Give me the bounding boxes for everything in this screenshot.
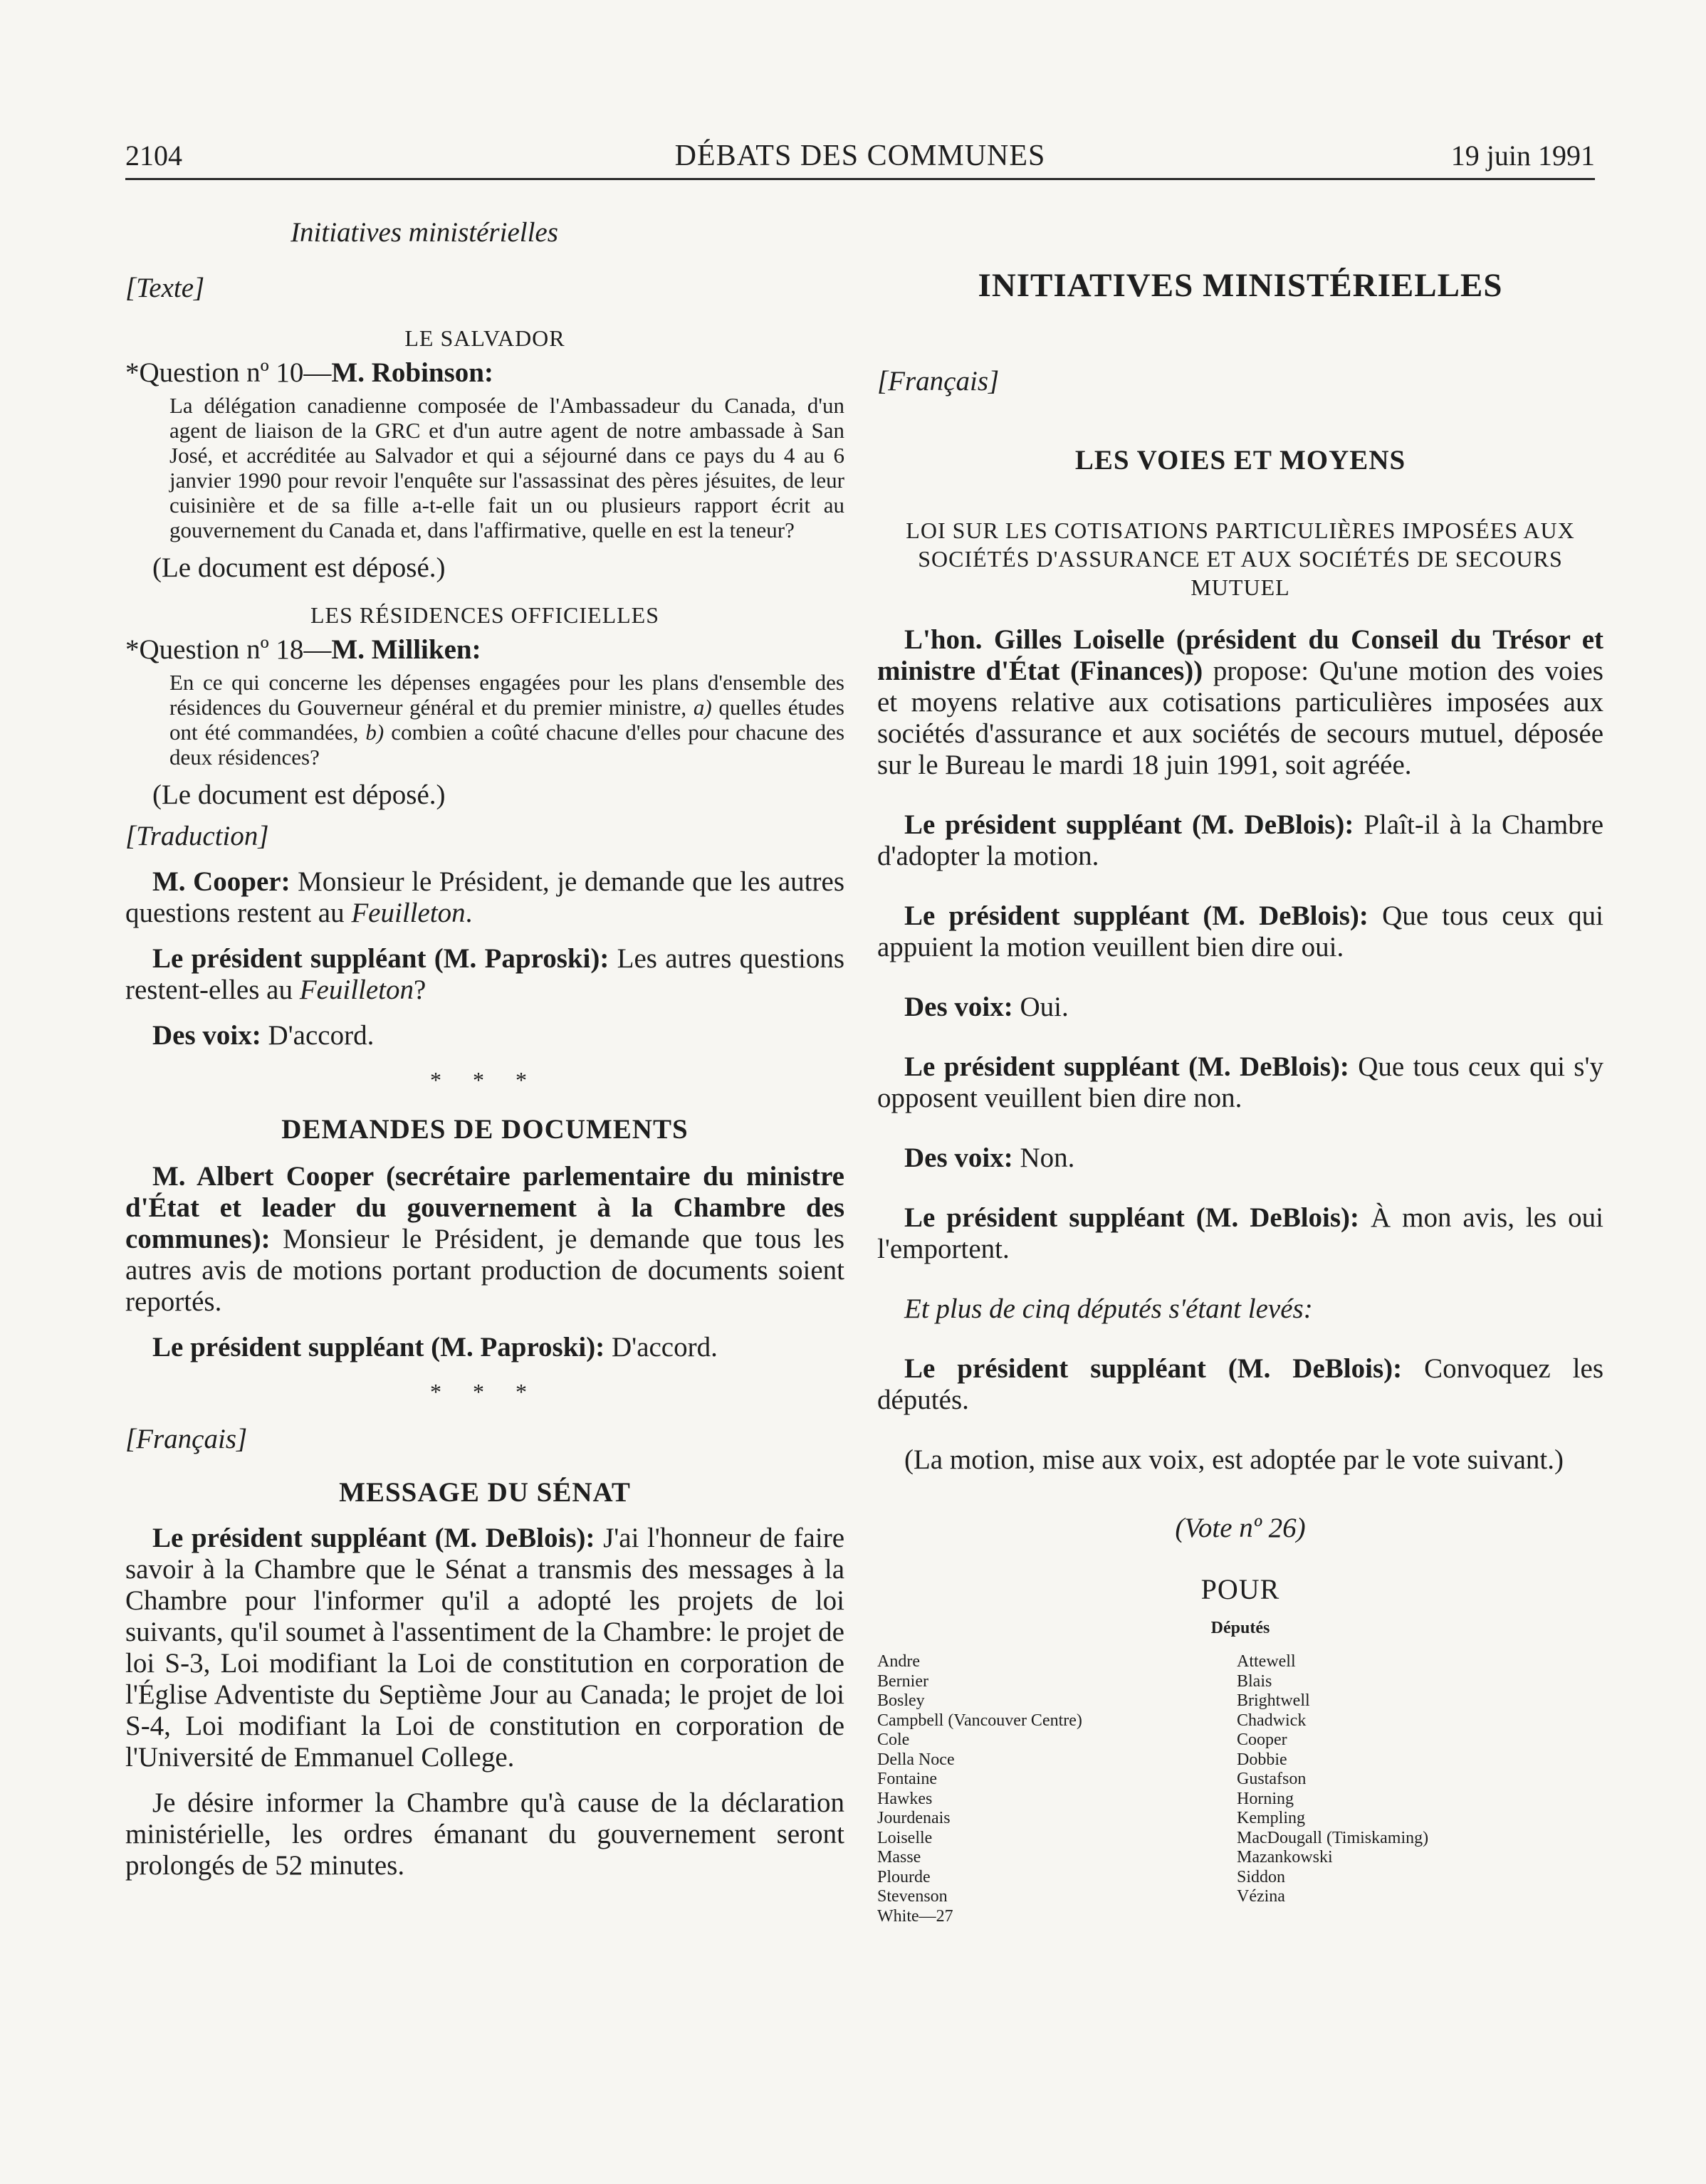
speaker-cooper: M. Cooper: (152, 866, 291, 897)
vote-member: Jourdenais (877, 1809, 951, 1827)
end-cooper: . (465, 898, 473, 928)
vote-member: Fontaine (877, 1770, 937, 1788)
vote-member: Mazankowski (1237, 1848, 1333, 1867)
vote-member: White—27 (877, 1906, 953, 1926)
speaker-loiselle: L'hon. Gilles Loiselle (président du Conseil du Trésor et ministre d'État (Finances)) (877, 624, 1603, 686)
q2-text-b: quelles études ont été commandées, (169, 695, 844, 745)
section-italic-heading: Initiatives ministérielles (291, 217, 558, 248)
left-column (125, 206, 844, 1881)
header-rule (125, 178, 1595, 180)
vote-member: Della Noce (877, 1750, 955, 1769)
end-paproski-1: ? (414, 975, 426, 1005)
message-title: MESSAGE DU SÉNAT (339, 1477, 631, 1508)
q1-text: La délégation canadienne composée de l'Ambassadeur du Canada, d'un agent de liaison de la GRC et d'un autre agent de notre ambassade à San José, et accréditée au Salvador et qui a séjourné dans ce pays du 4 au 6 janvier 1990 pour revoir l'enquête sur l'assassinat des pères jésuites, de leur cuisinière et de sa fille a-t-elle fait un ou plusieurs rapport écrit au gouvernement du Canada et, dans l'affirmative, quelle en est la teneur? (169, 393, 844, 542)
speaker-deblois-message: Le président suppléant (M. DeBlois): (152, 1523, 595, 1553)
q2-text-a: En ce qui concerne les dépenses engagées pour les plans d'ensemble des résidences du Gouverneur général et du premier ministre, (169, 670, 844, 720)
vote-member: Dobbie (1237, 1750, 1287, 1769)
vote-member: Cole (877, 1731, 910, 1749)
paragraph-voix-non (877, 1143, 1603, 1174)
right-column (877, 206, 1603, 1926)
text-deblois-2: Que tous ceux qui appuient la motion veuillent bien dire oui. (877, 901, 1603, 962)
vote-member: Gustafson (1237, 1770, 1307, 1788)
vote-member: Cooper (1237, 1731, 1287, 1749)
vote-member: Blais (1237, 1671, 1272, 1691)
q2-text (125, 670, 844, 770)
paragraph-deblois-1 (877, 809, 1603, 872)
text-deblois-1: Plaît-il à la Chambre d'adopter la motion. (877, 809, 1604, 871)
paragraph-deblois-3 (877, 1051, 1603, 1114)
page-number: 2104 (125, 140, 182, 172)
vote-member: Brightwell (1237, 1691, 1310, 1710)
text-deblois-4: À mon avis, les oui l'emportent. (877, 1202, 1604, 1264)
paragraph-cooper (125, 866, 844, 929)
voies-title: LES VOIES ET MOYENS (1074, 445, 1406, 476)
speaker-deblois-3: Le président suppléant (M. DeBlois): (904, 1051, 1349, 1082)
paragraph-deblois-2 (877, 901, 1603, 963)
speaker-deblois-1: Le président suppléant (M. DeBlois): (904, 809, 1354, 840)
paragraph-albert-cooper (125, 1161, 844, 1318)
vote-member: Campbell (Vancouver Centre) (877, 1711, 1082, 1730)
speaker-deblois-4: Le président suppléant (M. DeBlois): (904, 1202, 1360, 1233)
vote-column-2 (1237, 1652, 1596, 1926)
deputes-label: Députés (1210, 1619, 1270, 1637)
vote-member: Loiselle (877, 1828, 933, 1847)
vote-number: (Vote nº 26) (1175, 1513, 1306, 1543)
vote-member: Horning (1237, 1789, 1294, 1808)
vote-member: Attewell (1237, 1652, 1296, 1671)
vote-member: Hawkes (877, 1789, 933, 1808)
paragraph-informer: Je désire informer la Chambre qu'à cause de la déclaration ministérielle, les ordres émanant du gouvernement seront prolongés de 52 minutes. (125, 1787, 844, 1881)
vote-member: Andre (877, 1652, 920, 1671)
loi-title: LOI SUR LES COTISATIONS PARTICULIÈRES IMPOSÉES AUX SOCIÉTÉS D'ASSURANCE ET AUX SOCIÉTÉS DE SECOURS MUTUEL (906, 518, 1575, 600)
francais-marker-right: [Français] (877, 366, 1000, 397)
vote-member: Stevenson (877, 1887, 948, 1906)
text-albert-cooper: Monsieur le Président, je demande que tous les autres avis de motions portant production de documents soient reportés. (125, 1224, 844, 1317)
paragraph-paproski-2 (125, 1332, 844, 1363)
q2-a: a) (693, 695, 712, 720)
demandes-title: DEMANDES DE DOCUMENTS (281, 1114, 689, 1145)
paragraph-deblois-message (125, 1523, 844, 1773)
q2-text-c: combien a coûté chacune d'elles pour chacune des deux résidences? (169, 720, 845, 770)
speaker-paproski-1: Le président suppléant (M. Paproski): (152, 943, 609, 974)
speaker-deblois-5: Le président suppléant (M. DeBlois): (904, 1353, 1403, 1384)
running-header (125, 139, 1595, 182)
speaker-voix-1: Des voix: (152, 1020, 261, 1051)
speaker-voix-oui: Des voix: (904, 992, 1013, 1022)
vote-column-1 (877, 1652, 1237, 1926)
vote-member: MacDougall (Timiskaming) (1237, 1828, 1429, 1847)
text-deblois-message: J'ai l'honneur de faire savoir à la Chambre que le Sénat a transmis des messages à la Chambre pour l'informer qu'il a adopté les projets de loi suivants, qu'il soumet à l'assentiment de la Chambre: le projet de loi S-3, Loi modifiant la Loi de constitution en corporation de l'Église Adventiste du Septième Jour au Canada; le projet de loi S-4, Loi modifiant la Loi de constitution en corporation de l'Université de Emmanuel College. (125, 1523, 844, 1773)
speaker-albert-cooper: M. Albert Cooper (secrétaire parlementaire du ministre d'État et leader du gouvernement à la Chambre des communes): (125, 1161, 844, 1254)
separator-stars-2: * * * (430, 1379, 540, 1405)
text-paproski-2: D'accord. (605, 1332, 718, 1363)
text-deblois-5: Convoquez les députés. (877, 1353, 1603, 1415)
paragraph-paproski-1 (125, 943, 844, 1006)
q2-answer: (Le document est déposé.) (152, 779, 446, 810)
text-voix-non: Non. (1012, 1143, 1075, 1173)
feuilleton-1: Feuilleton (351, 898, 466, 928)
paragraph-voix-1 (125, 1020, 844, 1051)
speaker-deblois-2: Le président suppléant (M. DeBlois): (904, 901, 1369, 931)
paragraph-voix-oui (877, 992, 1603, 1023)
publication-date: 19 juin 1991 (1450, 140, 1595, 172)
separator-stars-1: * * * (430, 1067, 540, 1093)
q2-label: *Question nº 18— (125, 634, 332, 665)
vote-member: Kempling (1237, 1809, 1305, 1827)
vote-member: Bosley (877, 1691, 925, 1710)
speaker-paproski-2: Le président suppléant (M. Paproski): (152, 1332, 605, 1363)
traduction-marker: [Traduction] (125, 821, 269, 851)
q1-member: M. Robinson: (331, 357, 493, 388)
vote-member: Siddon (1237, 1867, 1286, 1886)
pour-title: POUR (1200, 1573, 1280, 1605)
text-voix-oui: Oui. (1012, 992, 1069, 1022)
q2-member: M. Milliken: (331, 634, 481, 665)
vote-member: Bernier (877, 1671, 928, 1691)
vote-list (877, 1652, 1603, 1926)
text-loiselle: propose: Qu'une motion des voies et moyens relative aux cotisations particulières imposées aux sociétés d'assurance et aux sociétés de secours mutuel, déposée sur le Bureau le mardi 18 juin 1991, soit agréée. (877, 656, 1603, 780)
paragraph-loiselle (877, 624, 1603, 781)
paragraph-deputes-leves: Et plus de cinq députés s'étant levés: (904, 1293, 1313, 1324)
paragraph-deblois-5 (877, 1353, 1603, 1416)
francais-marker-left: [Français] (125, 1424, 248, 1454)
main-section-title: INITIATIVES MINISTÉRIELLES (978, 267, 1503, 304)
q2-b: b) (365, 720, 384, 745)
text-voix-1: D'accord. (261, 1020, 375, 1051)
texte-marker: [Texte] (125, 273, 205, 303)
q1-answer: (Le document est déposé.) (152, 552, 446, 583)
q1-title: LE SALVADOR (404, 325, 565, 351)
q2-title: LES RÉSIDENCES OFFICIELLES (310, 602, 660, 628)
q1-label: *Question nº 10— (125, 357, 332, 388)
vote-member: Vézina (1237, 1887, 1285, 1906)
text-deblois-3: Que tous ceux qui s'y opposent veuillent bien dire non. (877, 1051, 1604, 1113)
speaker-voix-non: Des voix: (904, 1143, 1013, 1173)
text-cooper: Monsieur le Président, je demande que les autres questions restent au (125, 866, 844, 928)
vote-member: Plourde (877, 1867, 931, 1886)
publication-title: DÉBATS DES COMMUNES (674, 140, 1046, 172)
paragraph-motion-adoptee: (La motion, mise aux voix, est adoptée par le vote suivant.) (904, 1444, 1564, 1475)
vote-member: Chadwick (1237, 1711, 1307, 1730)
q1-question-line (125, 357, 844, 389)
text-paproski-1: Les autres questions restent-elles au (125, 943, 844, 1005)
feuilleton-2: Feuilleton (299, 975, 414, 1005)
vote-member: Masse (877, 1848, 921, 1867)
paragraph-deblois-4 (877, 1202, 1603, 1265)
q2-question-line (125, 634, 844, 666)
